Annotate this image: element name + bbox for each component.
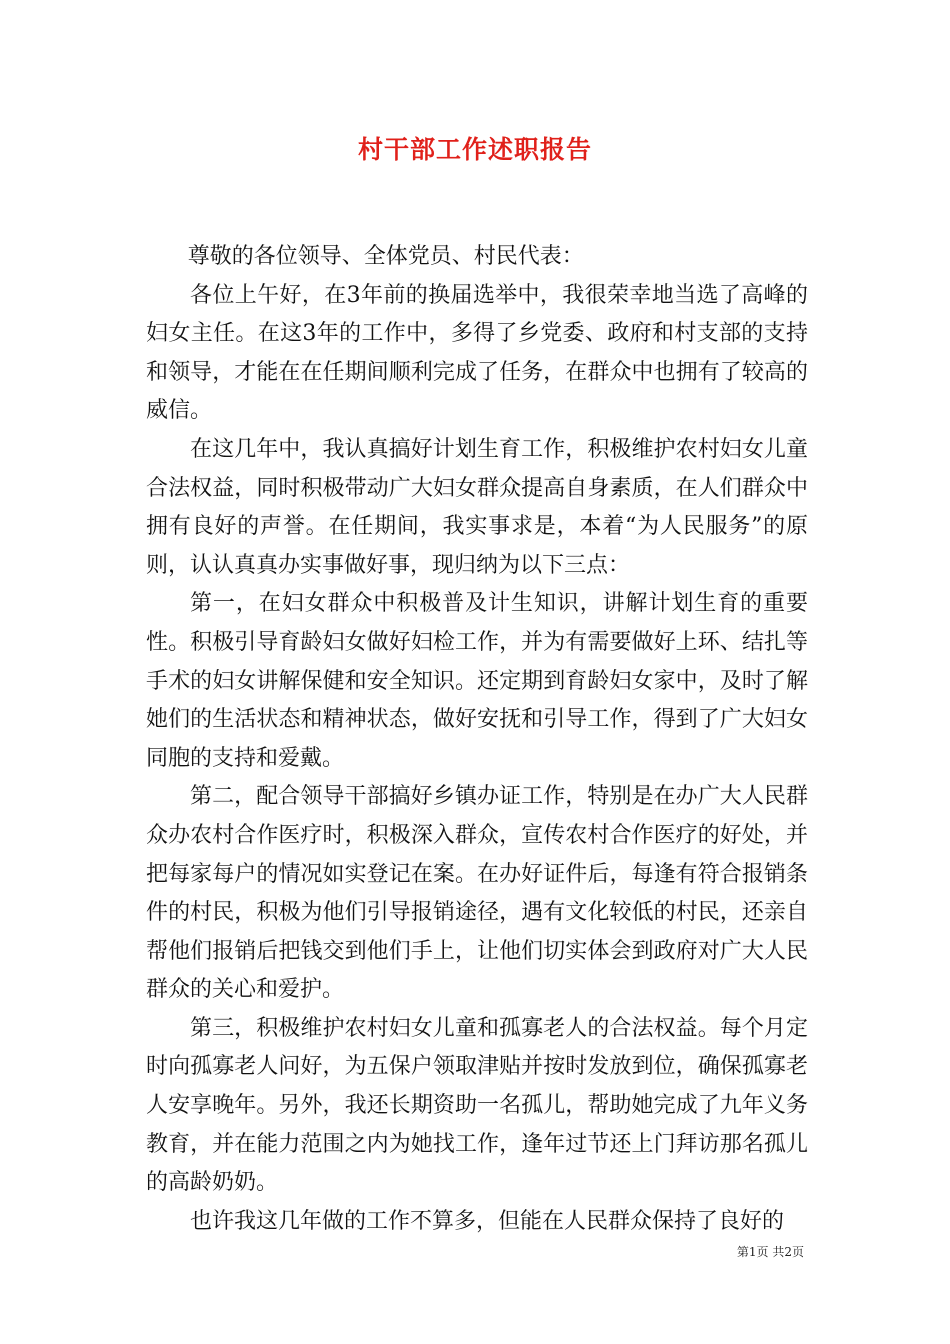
paragraph: 第二，配合领导干部搞好乡镇办证工作，特别是在办广大人民群众办农村合作医疗时，积极深入群众，宣传农村合作医疗的好处，并把每家每户的情况如实登记在案。在办好证件后，每逢有符合报销条件的村民，积极为他们引导报销途径，遇有文化较低的村民，还亲自帮他们报销后把钱交到他们手上，让他们切实体会到政府对广大人民群众的关心和爱护。 [146, 784, 808, 1003]
paragraph: 各位上午好，在3年前的换届选举中，我很荣幸地当选了高峰的妇女主任。在这3年的工作中，多得了乡党委、政府和村支部的支持和领导，才能在在任期间顺利完成了任务，在群众中也拥有了较高的威信。 [146, 282, 808, 424]
paragraph: 在这几年中，我认真搞好计划生育工作，积极维护农村妇女儿童合法权益，同时积极带动广大妇女群众提高自身素质，在人们群众中拥有良好的声誉。在任期间，我实事求是，本着“为人民服务”的原则，认认真真办实事做好事，现归纳为以下三点： [146, 436, 808, 578]
document-body [146, 238, 808, 1241]
paragraph: 第三，积极维护农村妇女儿童和孤寡老人的合法权益。每个月定时向孤寡老人问好，为五保户领取津贴并按时发放到位，确保孤寡老人安享晚年。另外，我还长期资助一名孤儿，帮助她完成了九年义务教育，并在能力范围之内为她找工作，逢年过节还上门拜访那名孤儿的高龄奶奶。 [146, 1015, 808, 1196]
salutation: 尊敬的各位领导、全体党员、村民代表： [187, 244, 584, 269]
paragraph: 第一，在妇女群众中积极普及计生知识，讲解计划生育的重要性。积极引导育龄妇女做好妇检工作，并为有需要做好上环、结扎等手术的妇女讲解保健和安全知识。还定期到育龄妇女家中，及时了解她们的生活状态和精神状态，做好安抚和引导工作，得到了广大妇女同胞的支持和爱戴。 [146, 591, 808, 771]
document-title: 村干部工作述职报告 [357, 135, 592, 164]
page-number-footer: 第1页 共2页 [736, 1245, 804, 1259]
paragraph: 也许我这几年做的工作不算多，但能在人民群众保持了良好的 [190, 1208, 785, 1234]
